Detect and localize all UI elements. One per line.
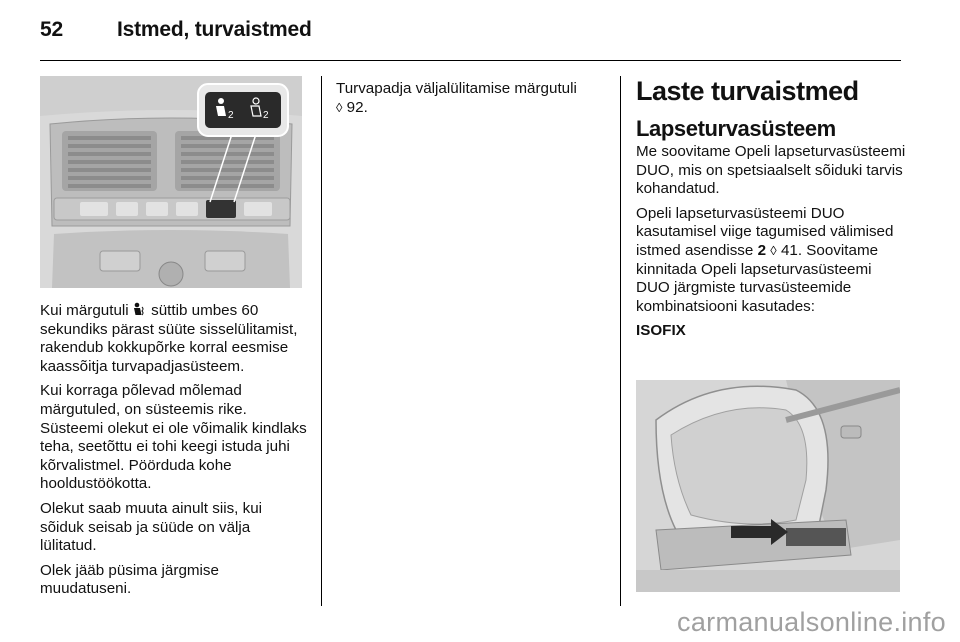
middle-column <box>336 80 606 117</box>
isofix-seat-figure <box>636 380 900 592</box>
reference-arrow-icon: ◊ <box>336 99 343 115</box>
middle-line-1: Turvapadja väljalülitamise märgutuli <box>336 80 577 97</box>
seat-position: 2 <box>757 241 767 259</box>
airbag-off-icon <box>133 302 147 317</box>
right-p2-end: Soovitame kinnitada Opeli lapseturvasüsteemi DUO järgmiste turvasüsteemide kombinatsiooni kasutades: <box>636 241 879 315</box>
left-p1-end: süttib umbes 60 sekundiks pärast süüte sisselülitamist, rakendub kokkupõrke korral eesmise kaassõitja turvapadjasüsteem. <box>40 302 298 375</box>
left-paragraph-1 <box>40 302 308 376</box>
section-heading: Laste turvaistmed <box>636 76 859 106</box>
icon-label-2: 2 <box>263 110 269 121</box>
left-paragraph-2: Kui korraga põlevad mõlemad märgutuled, on süsteemis rike. Süsteemi olekut ei ole võimalik kindlaks teha, seetõttu ei tohi keegi istuda juhi kõrvalistmel. Pöörduda kohe hooldustöökotta. <box>40 382 307 493</box>
icon-label-1: 2 <box>228 110 234 121</box>
left-paragraph-3: Olekut saab muuta ainult siis, kui sõiduk seisab ja süüde on välja lülitatud. <box>40 499 263 555</box>
right-paragraph-1: Me soovitame Opeli lapseturvasüsteemi DUO, mis on spetsiaalselt sõiduki tarvis kohandatud. <box>636 143 906 198</box>
column-divider-1 <box>321 76 322 606</box>
reference-page-2[interactable]: 41. <box>780 241 803 259</box>
column-divider-2 <box>620 76 621 606</box>
right-paragraph-2 <box>636 205 906 317</box>
right-column <box>636 76 906 347</box>
left-paragraph-4: Olek jääb püsima järgmise muudatuseni. <box>40 561 219 598</box>
header-rule <box>40 60 901 61</box>
page-title: Istmed, turvaistmed <box>117 18 312 41</box>
reference-page[interactable]: 92. <box>346 98 368 116</box>
reference-arrow-icon-2: ◊ <box>770 242 777 258</box>
left-column <box>40 302 308 605</box>
page-number: 52 <box>40 18 63 41</box>
page-header <box>40 18 312 42</box>
subsection-heading: Lapseturvasüsteem <box>636 116 836 141</box>
watermark: carmanualsonline.info <box>677 607 946 637</box>
middle-reference <box>336 99 606 118</box>
dashboard-indicator-figure <box>40 76 302 288</box>
right-p2-start: Opeli lapseturvasüsteemi DUO kasutamisel viige tagumised välimised istmed asendisse <box>636 204 894 259</box>
isofix-heading: ISOFIX <box>636 322 686 340</box>
left-p1-start: Kui märgutuli <box>40 302 129 319</box>
